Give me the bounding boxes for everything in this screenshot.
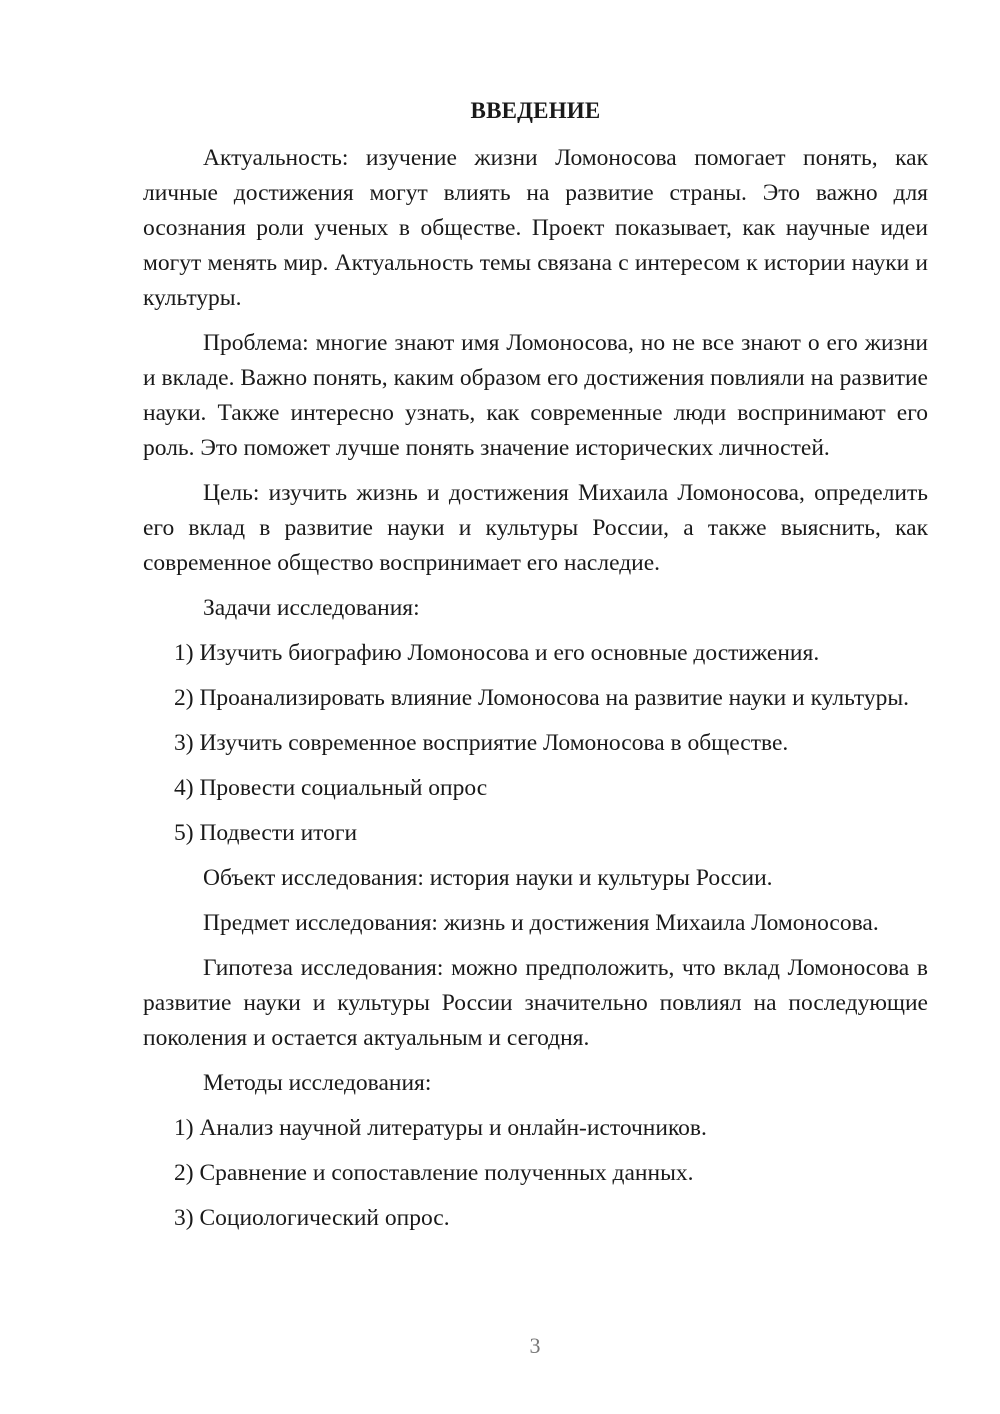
document-body [143, 141, 928, 1246]
task-item: 3) Изучить современное восприятие Ломоносова в обществе. [174, 730, 789, 756]
method-item: 2) Сравнение и сопоставление полученных данных. [174, 1160, 694, 1186]
task-item: 5) Подвести итоги [174, 820, 358, 846]
method-item: 3) Социологический опрос. [174, 1205, 450, 1231]
task-item: 2) Проанализировать влияние Ломоносова на развитие науки и культуры. [174, 685, 910, 711]
methods-title: Методы исследования: [203, 1070, 432, 1096]
tasks-title: Задачи исследования: [203, 595, 420, 621]
goal-paragraph: Цель: изучить жизнь и достижения Михаила Ломоносова, определить его вклад в развитие науки и культуры России, а также выяснить, как современное общество воспринимает его наследие. [143, 480, 928, 576]
method-item: 1) Анализ научной литературы и онлайн-источников. [174, 1115, 707, 1141]
problem-paragraph: Проблема: многие знают имя Ломоносова, но не все знают о его жизни и вкладе. Важно понять, каким образом его достижения повлияли на развитие науки. Также интересно узнать, как современные люди воспринимают его роль. Это поможет лучше понять значение исторических личностей. [143, 330, 928, 461]
page-number: 3 [529, 1333, 541, 1358]
object-paragraph: Объект исследования: история науки и культуры России. [203, 865, 773, 891]
hypothesis-paragraph: Гипотеза исследования: можно предположить, что вклад Ломоносова в развитие науки и культуры России значительно повлиял на последующие поколения и остается актуальным и сегодня. [143, 955, 928, 1051]
task-item: 4) Провести социальный опрос [174, 775, 488, 801]
section-heading: ВВЕДЕНИЕ [470, 98, 601, 123]
relevance-paragraph: Актуальность: изучение жизни Ломоносова помогает понять, как личные достижения могут влиять на развитие страны. Это важно для осознания роли ученых в обществе. Проект показывает, как научные идеи могут менять мир. Актуальность темы связана с интересом к истории науки и культуры. [143, 145, 928, 311]
task-item: 1) Изучить биографию Ломоносова и его основные достижения. [174, 640, 820, 666]
subject-paragraph: Предмет исследования: жизнь и достижения Михаила Ломоносова. [203, 910, 879, 936]
